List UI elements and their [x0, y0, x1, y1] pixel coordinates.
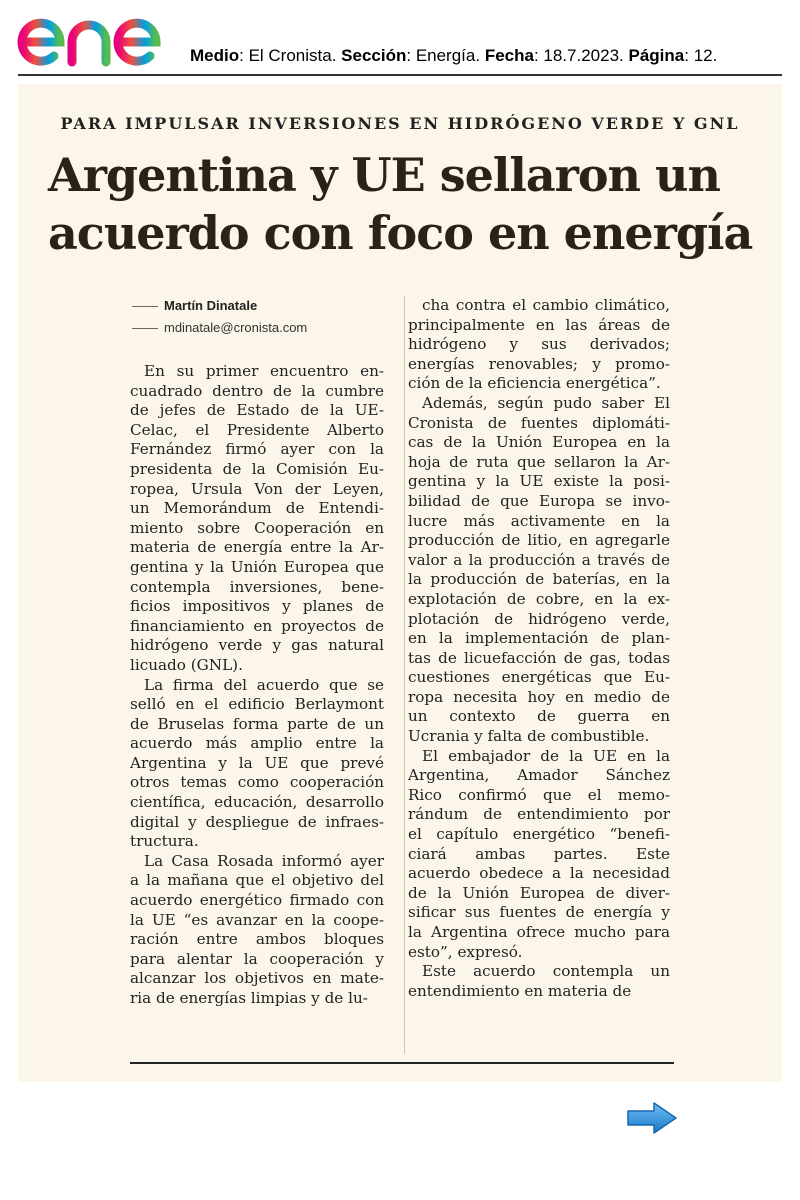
- text-line: explotación de cobre, en la ex-: [408, 589, 670, 608]
- text-line: La firma del acuerdo que se: [144, 675, 384, 694]
- text-line: esto”, expresó.: [408, 942, 523, 961]
- fecha-value: 18.7.2023: [543, 46, 620, 65]
- seccion-label: Sección: [341, 46, 407, 65]
- text-line: selló en el edificio Berlaymont: [130, 695, 384, 714]
- enel-logo: [16, 6, 182, 68]
- article-paragraph: [130, 676, 384, 852]
- text-line: El embajador de la UE en la: [422, 746, 670, 765]
- text-line: ración entre ambos bloques: [130, 930, 384, 949]
- column-divider: [404, 296, 405, 1054]
- text-line: en la implementación de plan-: [408, 629, 670, 648]
- newspaper-clipping: [18, 84, 782, 1082]
- text-line: ropa necesita hoy en medio de: [408, 687, 670, 706]
- text-line: tructura.: [130, 832, 199, 851]
- text-line: lucre más activamente en la: [408, 511, 670, 530]
- text-line: principalmente en las áreas de: [408, 315, 670, 334]
- medio-value: El Cronista: [248, 46, 332, 65]
- text-line: acuerdo más amplio entre la: [130, 734, 384, 753]
- text-line: plotación de hidrógeno verde,: [408, 609, 670, 628]
- text-line: sificar sus fuentes de energía y: [408, 903, 670, 922]
- text-line: cuestiones energéticas que Eu-: [408, 668, 670, 687]
- article-headline: [48, 146, 768, 262]
- author-email-line: [132, 320, 307, 335]
- text-line: de la Unión Europea de diver-: [408, 883, 670, 902]
- text-line: hoja de ruta que sellaron la Ar-: [408, 452, 670, 471]
- text-line: cas de la Unión Europea en la: [408, 433, 670, 452]
- text-line: valor a la producción a través de: [408, 550, 670, 569]
- text-line: Rico confirmó que el memo-: [408, 785, 670, 804]
- text-line: a la mañana que el objetivo del: [130, 871, 384, 890]
- text-line: Ucrania y falta de combustible.: [408, 727, 650, 746]
- text-line: un Memorándum de Entendi-: [130, 499, 384, 518]
- article-kicker: PARA IMPULSAR INVERSIONES EN HIDRÓGENO VERDE Y GNL: [60, 114, 740, 133]
- article-paragraph: [408, 747, 670, 963]
- text-line: gentina y la Unión Europea que: [130, 557, 384, 576]
- article-end-rule: [130, 1062, 674, 1064]
- text-line: de Bruselas forma parte de un: [130, 714, 384, 733]
- text-line: tas de licuefacción de gas, todas: [408, 648, 670, 667]
- text-line: un contexto de guerra en: [408, 707, 670, 726]
- text-line: ción de la eficiencia energética”.: [408, 374, 661, 393]
- text-line: Cronista de fuentes diplomáti-: [408, 413, 670, 432]
- text-line: cuadrado dentro de la cumbre: [130, 381, 384, 400]
- article-column-left: [130, 362, 384, 1009]
- text-line: ficios impositivos y planes de: [130, 597, 384, 616]
- text-line: alcanzar los objetivos en mate-: [130, 969, 384, 988]
- text-line: gentina y la UE existe la posi-: [408, 472, 670, 491]
- text-line: entendimiento en materia de: [408, 981, 632, 1000]
- article-paragraph: [408, 296, 670, 394]
- byline-dash: [132, 306, 158, 307]
- header-divider: [18, 74, 782, 76]
- publication-metadata: Medio: El Cronista. Sección: Energía. Fecha: 18.7.2023. Página: 12.: [190, 46, 718, 65]
- text-line: Argentina, Amador Sánchez: [408, 766, 670, 785]
- text-line: el capítulo energético “benefi-: [408, 825, 670, 844]
- text-line: La Casa Rosada informó ayer: [144, 851, 384, 870]
- text-line: digital y despliegue de infraes-: [130, 812, 384, 831]
- seccion-value: Energía: [415, 46, 476, 65]
- arrow-right-icon[interactable]: [626, 1100, 678, 1136]
- text-line: la Argentina ofrece mucho para: [408, 923, 670, 941]
- text-line: Fernández firmó ayer con la: [130, 440, 384, 459]
- headline-line: acuerdo con foco en energía: [48, 206, 753, 260]
- medio-label: Medio: [190, 46, 240, 65]
- byline-dash: [132, 328, 158, 329]
- article-paragraph: [130, 852, 384, 1009]
- text-line: miento sobre Cooperación en: [130, 518, 384, 537]
- text-line: para alentar la cooperación y: [130, 949, 384, 968]
- fecha-label: Fecha: [484, 46, 534, 65]
- text-line: acuerdo obedece a la necesidad: [408, 864, 670, 883]
- text-line: otros temas como cooperación: [130, 773, 384, 792]
- text-line: materia de energía entre la Ar-: [130, 538, 384, 557]
- author-name: Martín Dinatale: [164, 298, 258, 313]
- text-line: hidrógeno y sus derivados;: [408, 335, 670, 354]
- text-line: Además, según pudo saber El: [422, 393, 670, 412]
- text-line: En su primer encuentro en-: [144, 362, 384, 380]
- text-line: bilidad de que Europa se invo-: [408, 491, 670, 510]
- press-clip-header: [0, 0, 800, 80]
- text-line: Este acuerdo contempla un: [422, 962, 670, 981]
- text-line: ciará ambas partes. Este: [408, 844, 670, 863]
- article-paragraph: [408, 962, 670, 1001]
- text-line: licuado (GNL).: [130, 655, 243, 674]
- text-line: la producción de baterías, en la: [408, 570, 670, 589]
- headline-line: Argentina y UE sellaron un: [48, 148, 720, 202]
- text-line: científica, educación, desarrollo: [130, 793, 384, 812]
- text-line: ropea, Ursula Von der Leyen,: [130, 479, 384, 498]
- article-paragraph: [408, 394, 670, 747]
- author-byline: [132, 298, 257, 313]
- text-line: contempla inversiones, bene-: [130, 577, 384, 596]
- text-line: Argentina y la UE que prevé: [130, 753, 384, 772]
- text-line: financiamiento en proyectos de: [130, 616, 384, 635]
- text-line: hidrógeno verde y gas natural: [130, 636, 384, 655]
- pagina-value: 12: [693, 46, 713, 65]
- text-line: ria de energías limpias y de lu-: [130, 989, 368, 1007]
- text-line: acuerdo energético firmado con: [130, 891, 384, 910]
- pagina-label: Página: [628, 46, 685, 65]
- text-line: la UE “es avanzar en la coope-: [130, 910, 384, 929]
- article-column-right: [408, 296, 670, 1001]
- text-line: Celac, el Presidente Alberto: [130, 420, 384, 439]
- text-line: energías renovables; y promo-: [408, 354, 670, 373]
- text-line: presidenta de la Comisión Eu-: [130, 459, 384, 478]
- text-line: de jefes de Estado de la UE-: [130, 401, 384, 420]
- text-line: producción de litio, en agregarle: [408, 531, 670, 550]
- author-email: mdinatale@cronista.com: [164, 320, 308, 335]
- text-line: rándum de entendimiento por: [408, 805, 670, 824]
- article-paragraph: [130, 362, 384, 676]
- text-line: cha contra el cambio climático,: [422, 296, 670, 314]
